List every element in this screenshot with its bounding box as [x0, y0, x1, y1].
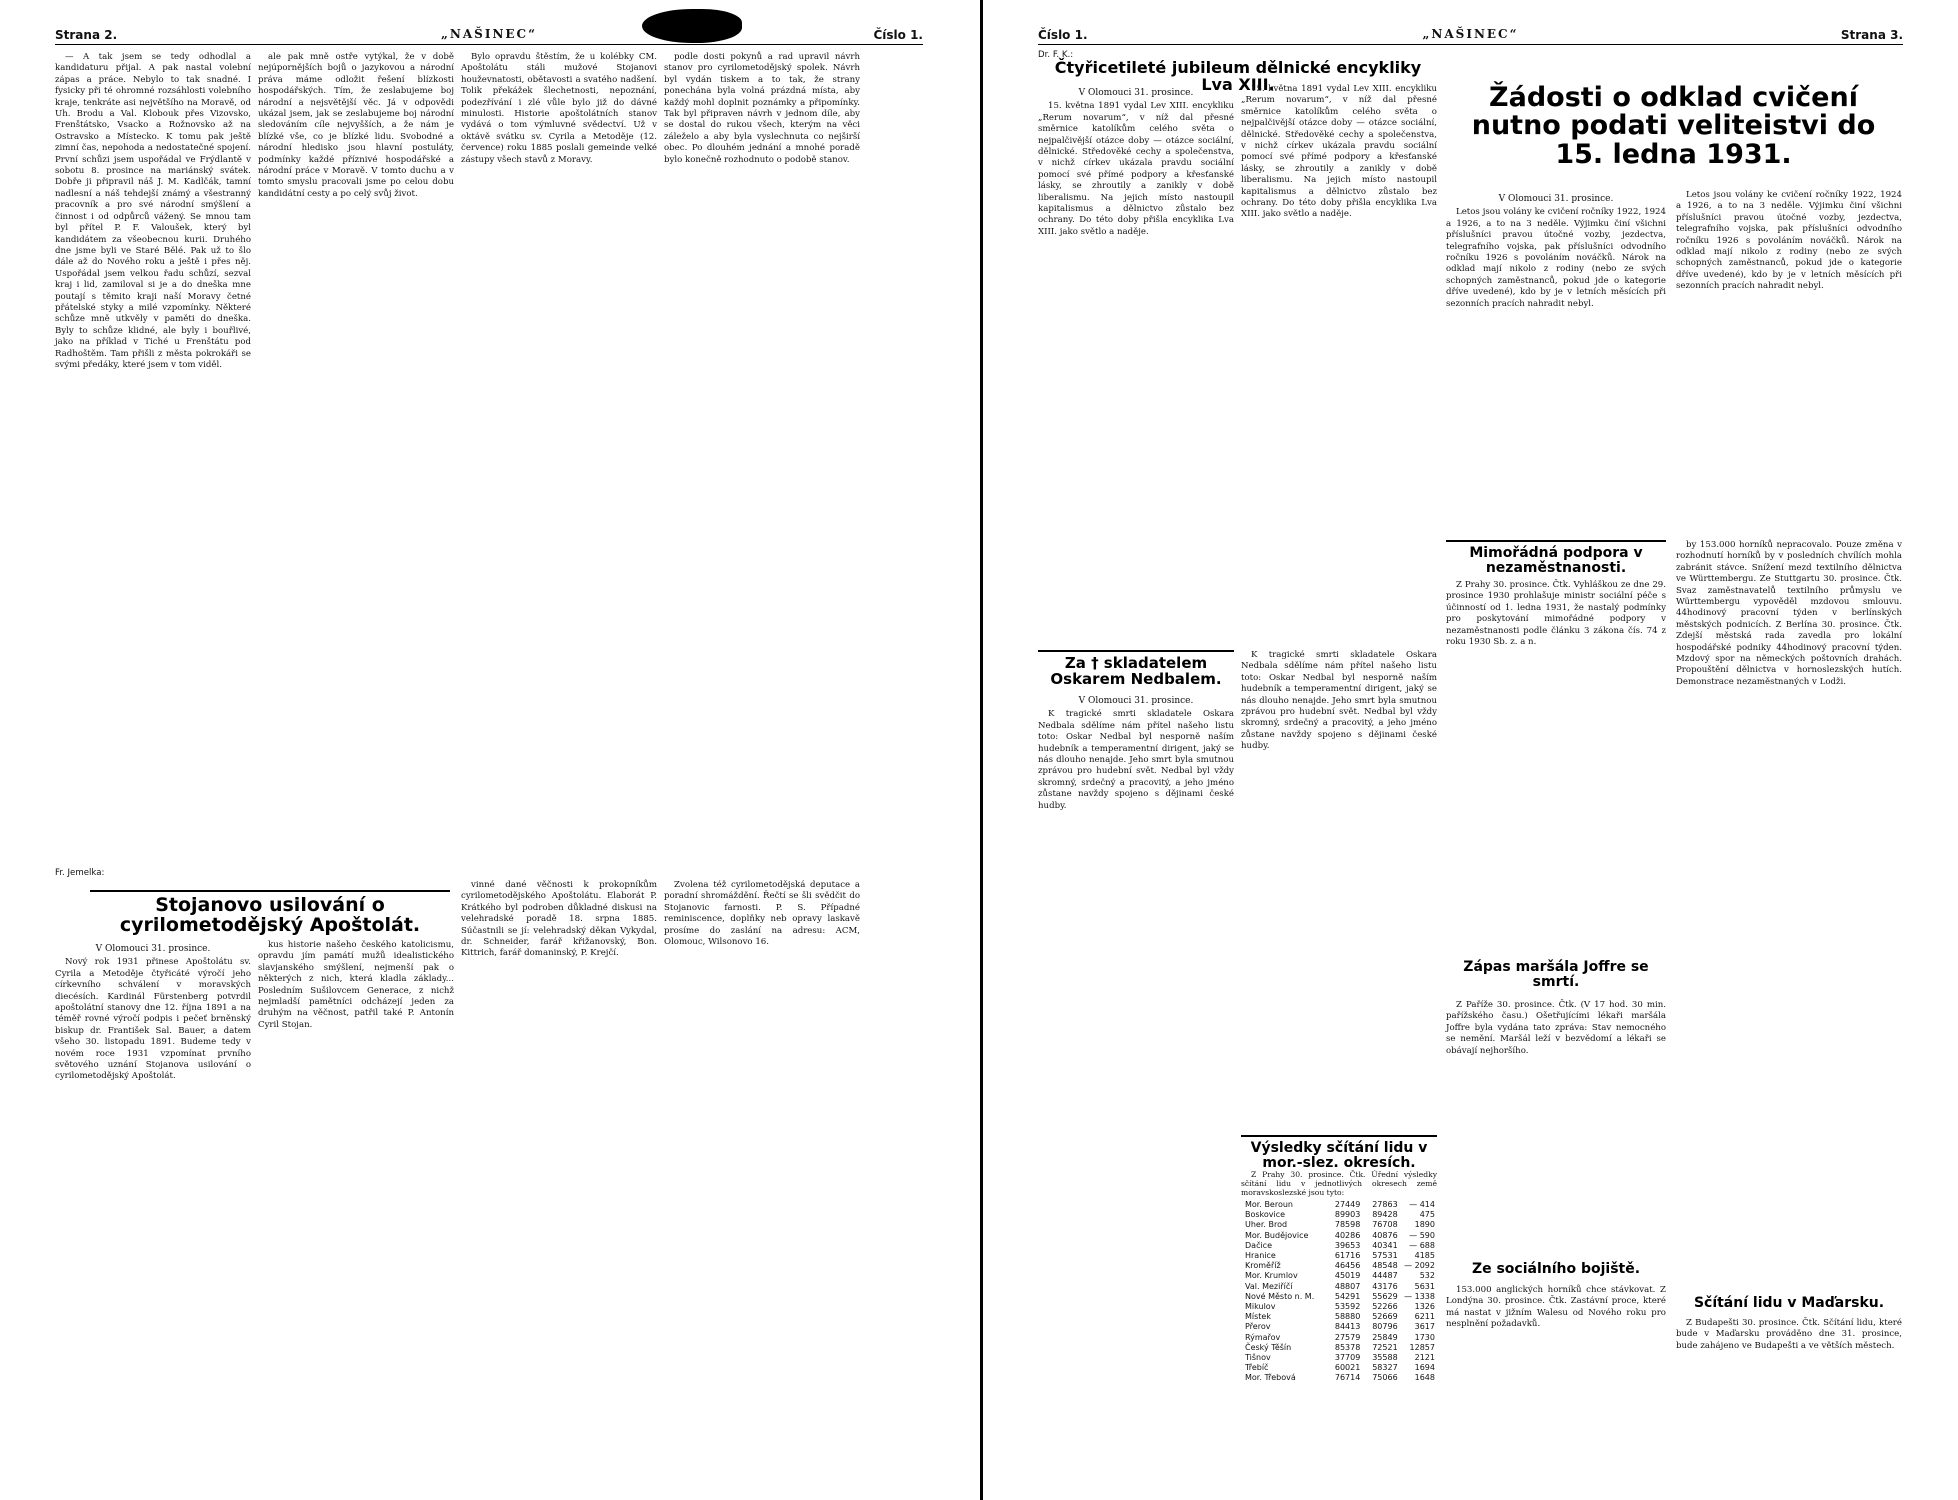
table-cell: 52266	[1372, 1302, 1398, 1312]
table-cell: 27449	[1334, 1200, 1361, 1209]
body-text: kus historie našeho českého katolicismu, opravdu jím památí mužů idealistického slavjanského smýšlení, nejmenší pak o některých z nich, která kladla základy... Posledním Sušilovcem Generace, z nichž nejmladší pamětníci odcházejí jeden za druhým na věčnost, patřil také P. Antonín Cyril Stojan.	[258, 940, 454, 1030]
issue-number: Číslo 1.	[873, 28, 923, 42]
table-cell: 39653	[1334, 1240, 1361, 1250]
byline-jemelka	[55, 868, 251, 882]
column-4-lower	[664, 880, 860, 1460]
mimoradna-text	[1446, 580, 1666, 950]
table-cell: 55629	[1372, 1291, 1398, 1301]
issue-number: Číslo 1.	[1038, 28, 1088, 42]
column-1-upper	[55, 52, 251, 862]
table-cell: Mor. Beroun	[1245, 1200, 1293, 1209]
newspaper-page-right	[980, 0, 1958, 1500]
body-text: ale pak mně ostře vytýkal, že v době nejúpornějších bojů o jazykovou a národní práva máme odložit řešení blízkosti hospodářských. Tím, že zeslabujeme boj národní a nejsvětější věc. Já v odpovědi ukázal jsem, jak se zeslabujeme boj národní sledováním cíle nejvyšších, a že nám je blízké vše, co je blízké lidu. Svobodné a národní hledisko jsou hlavní postuláty, podmínky každé příznivé hospodářské a národní práce v Moravě. V tomto duchu a v tomto smyslu pracovali jsme po celou dobu kandidátní cesty a po celý svůj život.	[258, 52, 454, 199]
table-cell: 27863	[1372, 1200, 1398, 1209]
table-cell: 84413	[1334, 1322, 1361, 1332]
table-cell: Tišnov	[1245, 1353, 1271, 1363]
table-cell: 40341	[1372, 1240, 1398, 1250]
table-cell: 61716	[1334, 1251, 1361, 1261]
table-cell: 1694	[1414, 1363, 1435, 1373]
table-cell: 37709	[1334, 1353, 1361, 1363]
table-cell: 5631	[1414, 1281, 1435, 1291]
table-cell: 40876	[1372, 1230, 1398, 1240]
body-text: Z Prahy 30. prosince. Čtk. Úřední výsledky sčítání lidu v jednotlivých okresech země moravskoslezské jsou tyto:	[1241, 1170, 1437, 1197]
encyclical-col-2	[1241, 84, 1437, 644]
column-2-lower	[258, 940, 454, 1460]
table-cell: Mor. Třebová	[1245, 1373, 1296, 1383]
table-cell: 78598	[1334, 1220, 1361, 1230]
madarsko-text	[1676, 1318, 1902, 1458]
table-cell: 3617	[1414, 1322, 1435, 1332]
table-cell: 1890	[1414, 1220, 1435, 1230]
table-cell: 4185	[1414, 1251, 1435, 1261]
table-row	[1245, 1353, 1435, 1363]
dateline: V Olomouci 31. prosince.	[1078, 88, 1194, 98]
right-column-news	[1676, 540, 1902, 1290]
table-cell: Uher. Brod	[1245, 1220, 1288, 1230]
body-text: 153.000 anglických horníků chce stávkovat. Z Londýna 30. prosince. Čtk. Zastávní proce, které má nastat v jižním Walesu od Nového roku pro nesplnění požadavků.	[1446, 1285, 1666, 1330]
article-title-vysledky: Výsledky sčítání lidu v mor.-slez. okresích.	[1241, 1135, 1437, 1170]
table-cell: 89428	[1372, 1210, 1398, 1220]
table-cell: 43176	[1372, 1281, 1398, 1291]
article-title-mimoradna: Mimořádná podpora v nezaměstnanosti.	[1446, 540, 1666, 575]
table-cell: Mikulov	[1245, 1302, 1276, 1312]
table-row	[1245, 1220, 1435, 1230]
table-cell: 2121	[1414, 1353, 1435, 1363]
table-cell: 85378	[1334, 1342, 1361, 1352]
masthead: „NAŠINEC“	[440, 27, 538, 41]
nedbal-col-1	[1038, 692, 1234, 1462]
table-cell: 57531	[1372, 1251, 1398, 1261]
body-text: Z Prahy 30. prosince. Čtk. Vyhláškou ze dne 29. prosince 1930 prohlašuje ministr sociální péče s účinností od 1. ledna 1931, že nastalý podmínky pro poskytování mimořádné podpory v nezaměstnanosti podle článku 3 zákona čís. 74 z roku 1930 Sb. z. a n.	[1446, 580, 1666, 648]
table-cell: Mor. Budějovice	[1245, 1230, 1309, 1240]
table-row	[1245, 1292, 1435, 1302]
nedbal-col-2	[1241, 650, 1437, 1170]
table-cell: 58880	[1334, 1312, 1361, 1322]
table-cell: 44487	[1372, 1271, 1398, 1281]
table-cell: 80796	[1372, 1322, 1398, 1332]
table-cell: 58327	[1372, 1363, 1398, 1373]
column-1-lower	[55, 940, 251, 1460]
body-text: Z Budapešti 30. prosince. Čtk. Sčítání lidu, které bude v Maďarsku prováděno dne 31. prosince, bude zahájeno ve Budapešti a ve větších městech.	[1676, 1318, 1902, 1351]
column-3-lower	[461, 880, 657, 1460]
byline: Fr. Jemelka:	[55, 868, 105, 878]
census-results-table	[1245, 1200, 1435, 1384]
column-2-upper	[258, 52, 454, 872]
table-cell: Přerov	[1245, 1322, 1271, 1332]
table-cell: 53592	[1334, 1302, 1361, 1312]
table-cell: 35588	[1372, 1353, 1398, 1363]
table-cell: Mor. Krumlov	[1245, 1271, 1298, 1281]
table-cell: 48807	[1334, 1281, 1361, 1291]
masthead: „NAŠINEC“	[1422, 27, 1519, 41]
article-title-madarsko: Sčítání lidu v Maďarsku.	[1693, 1295, 1885, 1311]
table-row	[1245, 1210, 1435, 1220]
table-cell: Nové Město n. M.	[1245, 1291, 1315, 1301]
table-cell: 475	[1419, 1210, 1435, 1220]
dateline: V Olomouci 31. prosince.	[1498, 194, 1614, 204]
article-title-nedbal: Za † skladatelem Oskarem Nedbalem.	[1038, 650, 1234, 688]
table-row	[1245, 1241, 1435, 1251]
table-cell: 40286	[1334, 1230, 1361, 1240]
table-cell: 25849	[1372, 1332, 1398, 1342]
table-row	[1245, 1322, 1435, 1332]
table-cell: 1648	[1414, 1373, 1435, 1383]
table-cell: 27579	[1334, 1332, 1361, 1342]
table-cell: — 2092	[1404, 1261, 1435, 1271]
table-row	[1245, 1282, 1435, 1292]
body-text: Z Paříže 30. prosince. Čtk. (V 17 hod. 30 min. pařížského času.) Ošetřujícími lékaři maršála Joffre byla vydána tato zpráva: Stav nemocného se nemění. Maršál leží v bezvědomí a lékaři se obávají nejhoršího.	[1446, 1000, 1666, 1056]
newspaper-page-left	[0, 0, 978, 1500]
table-row	[1245, 1363, 1435, 1373]
table-cell: Rýmařov	[1245, 1332, 1281, 1342]
table-row	[1245, 1302, 1435, 1312]
table-row	[1245, 1261, 1435, 1271]
body-text: Letos jsou volány ke cvičení ročníky 1922, 1924 a 1926, a to na 3 neděle. Výjimku činí všichni příslušníci pravou útočné vozby, jezdectva, telegrafního vojska, pak příslušníci odvodního ročníku 1926 s povoláním nováčků. Nárok na odklad mají nikolo z rodiny (nebo ze svých schopných zaměstnanců, pokud jde o kategorie dříve uvedené), kdo by je v letních měsících při sezonních pracích nahradit nebyl.	[1676, 190, 1902, 292]
encyclical-col-1	[1038, 84, 1234, 644]
table-cell: 46456	[1334, 1261, 1361, 1271]
column-4-upper	[664, 52, 860, 872]
dateline: V Olomouci 31. prosince.	[1078, 696, 1194, 706]
page-header-left	[55, 26, 923, 45]
article-title-encyclical: Čtyřicetileté jubileum dělnické encykliky Lva XIII.	[1054, 58, 1422, 94]
body-text: K tragické smrti skladatele Oskara Nedbala sdělíme nám přítel našeho listu toto: Oskar Nedbal byl nesporně naším hudebník a temperamentní dirigent, jaký se nás dlouho nenajde. Jeho smrt byla smutnou zprávou pro hudební svět. Nedbal byl vždy skromný, srdečný a pracovitý, a jeho jméno zůstane navždy spojeno s dějinami české hudby.	[1038, 709, 1234, 811]
table-cell: Boskovice	[1245, 1210, 1286, 1220]
body-text: podle dosti pokynů a rad upravil návrh stanov pro cyrilometodějský spolek. Návrh byl vydán tiskem a to tak, že strany ponechána byla volná prázdná místa, aby každý mohl doplnit poznámky a připomínky. Tak byl připraven návrh v jednom díle, aby se dostal do rukou všech, kterým na věci záleželo a aby byla vyslechnuta co nejširší obec. Po dlouhém jednání a mnohé poradě bylo konečně rozhodnuto o podobě stanov.	[664, 52, 860, 165]
table-cell: 52669	[1372, 1312, 1398, 1322]
page-number: Strana 3.	[1840, 28, 1903, 42]
body-text: Letos jsou volány ke cvičení ročníky 1922, 1924 a 1926, a to na 3 neděle. Výjimku činí všichni příslušníci pravou útočné vozby, jezdectva, telegrafního vojska, pak příslušníci odvodního ročníku 1926 s povoláním nováčků. Nárok na odklad mají nikolo z rodiny (nebo ze svých schopných zaměstnanců, pokud jde o kategorie dříve uvedené), kdo by je v letních měsících při sezonních pracích nahradit nebyl.	[1446, 207, 1666, 309]
table-cell: 45019	[1334, 1271, 1361, 1281]
table-row	[1245, 1231, 1435, 1241]
dateline: V Olomouci 31. prosince.	[95, 944, 211, 954]
column-3-upper	[461, 52, 657, 872]
page-number: Strana 2.	[55, 28, 118, 42]
table-cell: 60021	[1334, 1363, 1361, 1373]
body-text: — A tak jsem se tedy odhodlal a kandidaturu přijal. A pak nastal volební zápas a práce. Nebylo to tak snadné. I fysicky při té ohromné rozsáhlosti volebního kraje, tenkráte asi největšího na Moravě, od Uh. Brodu a Val. Klobouk přes Vizovsko, Frenštátsko, Vsacko a Rožnovsko až na Ostravsko a Místecko. K tomu pak ještě zimní čas, nepohoda a nedostatečné spojení. První schůzi jsem uspořádal ve Frýdlantě v sobotu 8. prosince na mariánský svátek. Dobře ji připravil náš J. M. Kadlčák, tamní nadlesní a náš tehdejší známý a všestranný pracovník a pro své národní smýšlení a činnost i od odpůrců vážený. Se mnou tam byl přítel P. F. Valoušek, který byl kandidátem za všeobecnou kurii. Druhého dne jsme byli ve Staré Bělé. Pak už to šlo dále až do Nového roku a ještě i přes něj. Uspořádal jsem velkou řadu schůzí, sezval kraj i lid, zamiloval si je a do dneška mne poutají s těmito kraji naší Moravy četné přátelské styky a milé vzpomínky. Některé schůze mně utkvěly v paměti do dneška. Byly to schůze klidné, ale byly i bouřlivé, jako na příklad v Tiché u Frenštátu pod Radhoštěm. Tam přišli z města pokrokáři se svými předáky, které jsem v tom viděl.	[55, 52, 251, 370]
joffre-text	[1446, 1000, 1666, 1250]
table-row	[1245, 1271, 1435, 1281]
article-title-zadosti: Žádosti o odklad cvičení nutno podati veliteistvi do 15. ledna 1931.	[1471, 82, 1876, 170]
table-cell: 89903	[1334, 1210, 1361, 1220]
table-row	[1245, 1333, 1435, 1343]
table-cell: 1326	[1414, 1302, 1435, 1312]
table-row	[1245, 1373, 1435, 1383]
body-text: Nový rok 1931 přinese Apoštolátu sv. Cyrila a Metoděje čtyřicáté výročí jeho církevního schválení v moravských diecésích. Kardinál Fürstenberg potvrdil apoštolátní stanovy dne 12. října 1891 a na téměř rovné výročí podpis i pečeť brněnský biskup dr. František Sal. Bauer, a datem všeho 30. listopadu 1891. Budeme tedy v novém roce 1931 vzpomínat prvního světového uznání Stojanova usilování o cyrilometodějský Apoštolát.	[55, 957, 251, 1082]
table-cell: 6211	[1414, 1312, 1435, 1322]
vysledky-intro	[1241, 1170, 1437, 1197]
table-cell: 48548	[1372, 1261, 1398, 1271]
table-cell: Třebíč	[1245, 1363, 1269, 1373]
table-row	[1245, 1200, 1435, 1210]
table-cell: 532	[1419, 1271, 1435, 1281]
byline: Dr. F. K.:	[1038, 50, 1074, 60]
table-cell: Val. Meziříčí	[1245, 1281, 1293, 1291]
table-cell: Hranice	[1245, 1251, 1276, 1261]
table-cell: — 688	[1409, 1240, 1435, 1250]
table-row	[1245, 1251, 1435, 1261]
table-cell: 76708	[1372, 1220, 1398, 1230]
table-cell: — 1338	[1404, 1291, 1435, 1301]
body-text: K tragické smrti skladatele Oskara Nedbala sdělíme nám přítel našeho listu toto: Oskar Nedbal byl nesporně naším hudebník a temperamentní dirigent, jaký se nás dlouho nenajde. Jeho smrt byla smutnou zprávou pro hudební svět. Nedbal byl vždy skromný, srdečný a pracovitý, a jeho jméno zůstane navždy spojeno s dějinami české hudby.	[1241, 650, 1437, 752]
table-cell: 1730	[1414, 1332, 1435, 1342]
table-cell: 72521	[1372, 1342, 1398, 1352]
table-cell: 76714	[1334, 1373, 1361, 1383]
table-cell: 54291	[1334, 1291, 1361, 1301]
redaction-blot	[642, 9, 742, 43]
table-cell: 75066	[1372, 1373, 1398, 1383]
table-cell: — 590	[1409, 1230, 1435, 1240]
body-text: Bylo opravdu štěstím, že u kolébky CM. Apoštolátu stáli mužové Stojanovi houževnatosti, obětavosti a svatého nadšení. Tolik překážek šlechetnosti, nepoznání, podezřívání i zlé vůle bylo již do dávné minulosti. Historie apoštolátních stanov vydává o tom výmluvné svědectví. Už v oktávě svátku sv. Cyrila a Metoděje (12. července) roku 1885 poslali gemeinde velké zástupy všech stavů z Moravy.	[461, 52, 657, 165]
zadosti-col-1	[1446, 190, 1666, 530]
zadosti-col-2	[1676, 190, 1902, 530]
table-cell: Dačice	[1245, 1240, 1273, 1250]
socialni-text	[1446, 1285, 1666, 1465]
table-cell: Český Těšín	[1245, 1342, 1292, 1352]
table-cell: Místek	[1245, 1312, 1271, 1322]
body-text: by 153.000 horníků nepracovalo. Pouze změna v rozhodnutí horníků by v posledních chvílích mohla zabránit stávce. Snížení mezd textilního dělnictva ve Württembergu. Ze Stuttgartu 30. prosince. Čtk. Svaz zaměstnavatelů textilního průmyslu ve Württembergu vypověděl mzdovou smlouvu. 44hodinový pracovní týden v berlínských městských podnicích. Z Berlína 30. prosince. Čtk. Zdejší městská rada zavedla pro lokální hospodářské podniky 44hodinový pracovní týden. Mzdový spor na německých poštovních drahách. Propouštění dělnictva v hornoslezských hutích. Demonstrace nezaměstnaných v Lodži.	[1676, 540, 1902, 687]
body-text: vinné dané věčnosti k prokopníkům cyrilometodějského Apoštolátu. Elaborát P. Krátkého byl podroben důkladné diskusi na velehradské poradě 18. srpna 1885. Súčastnili se jí: velehradský děkan Vykydal, dr. Schneider, farář křižanovský, Bon. Kittrich, farář domaninský, P. Krejčí.	[461, 880, 657, 959]
article-title-socialni: Ze sociálního bojiště.	[1471, 1261, 1641, 1277]
table-cell: — 414	[1409, 1200, 1435, 1209]
body-text: Zvolena též cyrilometodějská deputace a poradní shromáždění. Řečtí se šli svědčit do Stojanovic farnosti. P. S. Případné reminiscence, doplňky neb opravy laskavě prosíme do zaslání na adresu: ACM, Olomouc, Wilsonovo 16.	[664, 880, 860, 948]
body-text: 15. května 1891 vydal Lev XIII. encykliku „Rerum novarum“, v níž dal přesné směrnice katolíkům celého světa o nejpalčivější otázce doby — otázce sociální, dělnické. Středověké cechy a společenstva, v nichž církev ukázala pravdu sociální pomocí své přímé podpory a křesťanské lásky, se zhroutily a zanikly v době liberalismu. Na jejich místo nastoupil kapitalismus a dělnictvo zůstalo bez ochrany. Do této doby přišla encyklika Lva XIII. jako světlo a naděje.	[1038, 101, 1234, 237]
page-header-right	[1038, 26, 1903, 45]
table-cell: 12857	[1409, 1342, 1435, 1352]
table-row	[1245, 1343, 1435, 1353]
table-row	[1245, 1312, 1435, 1322]
article-title-joffre: Zápas maršála Joffre se smrtí.	[1463, 959, 1649, 990]
body-text: 15. května 1891 vydal Lev XIII. encykliku „Rerum novarum“, v níž dal přesné směrnice katolíkům celého světa o nejpalčivější otázce doby — otázce sociální, dělnické. Středověké cechy a společenstva, v nichž církev ukázala pravdu sociální pomocí své přímé podpory a křesťanské lásky, se zhroutily a zanikly v době liberalismu. Na jejich místo nastoupil kapitalismus a dělnictvo zůstalo bez ochrany. Do této doby přišla encyklika Lva XIII. jako světlo a naděje.	[1241, 84, 1437, 220]
table-cell: Kroměříž	[1245, 1261, 1281, 1271]
article-title-stojanovo: Stojanovo usilování o cyrilometodějský Apoštolát.	[90, 890, 450, 936]
